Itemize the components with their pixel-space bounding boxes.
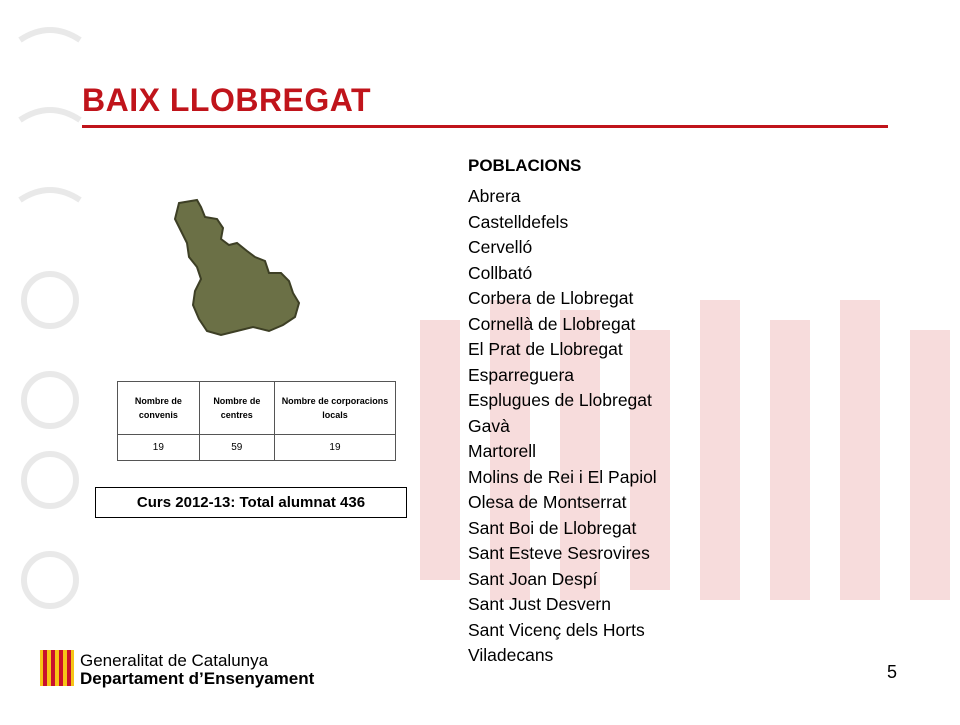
header-centres: Nombre de centres xyxy=(199,382,274,435)
poblacio-item: Martorell xyxy=(468,441,537,461)
footer-department-name: Departament d’Ensenyament xyxy=(80,669,315,688)
poblacio-item: Sant Vicenç dels Horts xyxy=(468,619,645,640)
poblacio-item: Esplugues de Llobregat xyxy=(468,390,652,410)
poblacio-item: Sant Joan Despí xyxy=(468,568,598,589)
background-watermark-text xyxy=(0,475,29,585)
poblacio-item: El Prat de Llobregat xyxy=(468,339,623,359)
poblacions-list xyxy=(468,184,657,669)
poblacio-item: Cervelló xyxy=(468,237,533,257)
poblacio-item: Sant Esteve Sesrovires xyxy=(468,543,650,563)
header-convenis: Nombre de convenis xyxy=(118,382,200,435)
value-convenis: 19 xyxy=(118,435,200,461)
page-number: 5 xyxy=(887,662,898,682)
poblacio-item: Castelldefels xyxy=(468,211,569,232)
poblacions-heading: POBLACIONS xyxy=(468,156,582,175)
value-corporacions: 19 xyxy=(274,435,395,461)
poblacio-item: Abrera xyxy=(468,186,521,206)
curs-total-box xyxy=(95,487,407,518)
poblacio-item: Gavà xyxy=(468,415,510,436)
stats-table xyxy=(117,381,396,461)
stats-value-row xyxy=(118,435,396,461)
curs-total-text: Curs 2012-13: Total alumnat 436 xyxy=(136,494,366,511)
poblacio-item: Sant Just Desvern xyxy=(468,594,611,614)
poblacio-item: Olesa de Montserrat xyxy=(468,492,627,512)
page-title: BAIX LLOBREGAT xyxy=(82,82,372,118)
title-underline xyxy=(82,125,888,128)
poblacio-item: Molins de Rei i El Papiol xyxy=(468,466,657,487)
poblacio-item: Esparreguera xyxy=(468,364,575,385)
poblacio-item: Cornellà de Llobregat xyxy=(468,313,636,334)
region-map-icon xyxy=(165,195,315,340)
region-map-shape xyxy=(175,200,299,335)
poblacio-item: Collbató xyxy=(468,262,533,283)
generalitat-flag-icon xyxy=(40,650,74,686)
header-corporacions: Nombre de corporacions locals xyxy=(274,382,395,435)
footer-org-name: Generalitat de Catalunya xyxy=(80,651,269,670)
value-centres: 59 xyxy=(199,435,274,461)
poblacio-item: Viladecans xyxy=(468,645,554,665)
poblacio-item: Sant Boi de Llobregat xyxy=(468,517,637,538)
stats-header-row xyxy=(118,382,396,435)
poblacio-item: Corbera de Llobregat xyxy=(468,288,634,308)
